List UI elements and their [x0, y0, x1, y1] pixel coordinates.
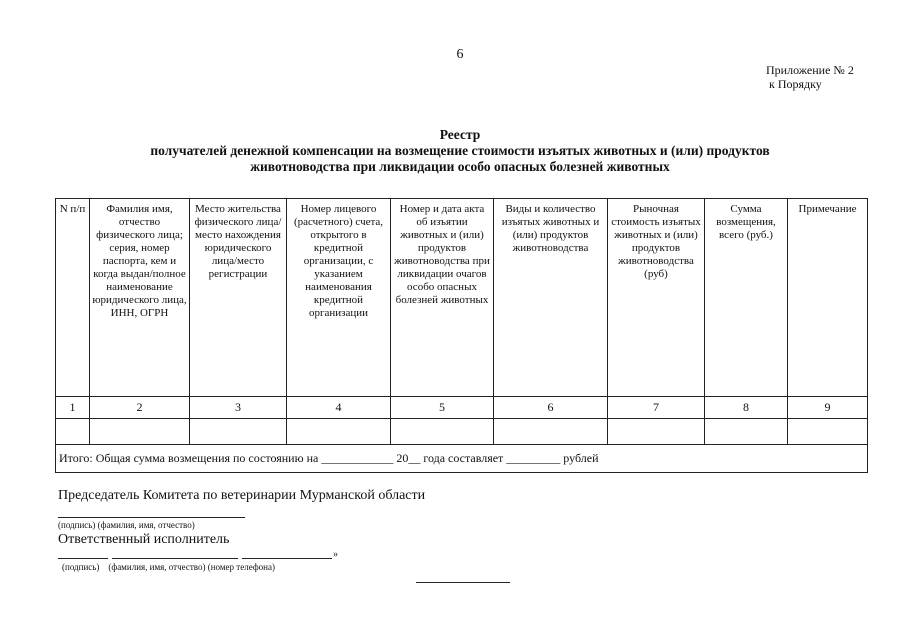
- executor-signature-line-2: [112, 558, 238, 559]
- column-number: 2: [90, 397, 190, 419]
- column-number: 3: [190, 397, 287, 419]
- appendix-note: [766, 63, 854, 91]
- header-cell-market-value: Рыночная стоимость изъятых животных и (или) продуктов животноводства (руб): [608, 199, 705, 397]
- total-text: Итого: Общая сумма возмещения по состоянию на ____________ 20__ года составляет _________ рублей: [56, 445, 868, 473]
- executor-title: Ответственный исполнитель: [58, 532, 230, 547]
- empty-cell: [190, 419, 287, 445]
- header-cell-account: Номер лицевого (расчетного) счета, открытого в кредитной организации, с указанием наименования кредитной организации: [287, 199, 391, 397]
- empty-cell: [287, 419, 391, 445]
- header-cell-name: Фамилия имя, отчество физического лица; серия, номер паспорта, кем и когда выдан/полное наименование юридического лица, ИНН, ОГРН: [90, 199, 190, 397]
- executor-signature-line-3: [242, 558, 332, 559]
- column-number: 9: [788, 397, 868, 419]
- column-number: 7: [608, 397, 705, 419]
- document-title: [60, 127, 860, 175]
- header-cell-compensation: Сумма возмещения, всего (руб.): [705, 199, 788, 397]
- column-number-row: [56, 397, 868, 419]
- title-line-3: животноводства при ликвидации особо опасных болезней животных: [250, 159, 670, 174]
- appendix-line-1: Приложение № 2: [766, 63, 854, 77]
- column-number: 1: [56, 397, 90, 419]
- total-row: [56, 445, 868, 473]
- column-number: 8: [705, 397, 788, 419]
- header-cell-act: Номер и дата акта об изъятии животных и (или) продуктов животноводства при ликвидации очагов особо опасных болезней животных: [391, 199, 494, 397]
- column-number: 6: [494, 397, 608, 419]
- empty-data-row: [56, 419, 868, 445]
- registry-table: [55, 198, 868, 473]
- empty-cell: [391, 419, 494, 445]
- chairman-signature-caption: (подпись) (фамилия, имя, отчество): [58, 520, 195, 530]
- empty-cell: [705, 419, 788, 445]
- executor-signature-line-1: [58, 558, 108, 559]
- header-cell-animals: Виды и количество изъятых животных и (или) продуктов животноводства: [494, 199, 608, 397]
- column-number: 5: [391, 397, 494, 419]
- column-number: 4: [287, 397, 391, 419]
- empty-cell: [608, 419, 705, 445]
- title-line-2: получателей денежной компенсации на возмещение стоимости изъятых животных и (или) продуктов: [150, 143, 770, 158]
- empty-cell: [56, 419, 90, 445]
- chairman-title: Председатель Комитета по ветеринарии Мурманской области: [58, 488, 426, 503]
- header-row: [56, 199, 868, 397]
- chairman-signature-line: [58, 517, 245, 518]
- empty-cell: [90, 419, 190, 445]
- closing-divider-line: [416, 582, 510, 583]
- empty-cell: [494, 419, 608, 445]
- empty-cell: [788, 419, 868, 445]
- executor-closing-quote: »: [333, 549, 338, 560]
- title-line-1: Реестр: [439, 127, 481, 142]
- header-cell-address: Место жительства физического лица/место нахождения юридического лица/место регистрации: [190, 199, 287, 397]
- executor-signature-caption: (подпись) (фамилия, имя, отчество) (номер телефона): [62, 562, 275, 572]
- header-cell-number: N п/п: [56, 199, 90, 397]
- page-number: 6: [456, 47, 464, 62]
- header-cell-note: Примечание: [788, 199, 868, 397]
- appendix-line-2: к Порядку: [769, 77, 822, 91]
